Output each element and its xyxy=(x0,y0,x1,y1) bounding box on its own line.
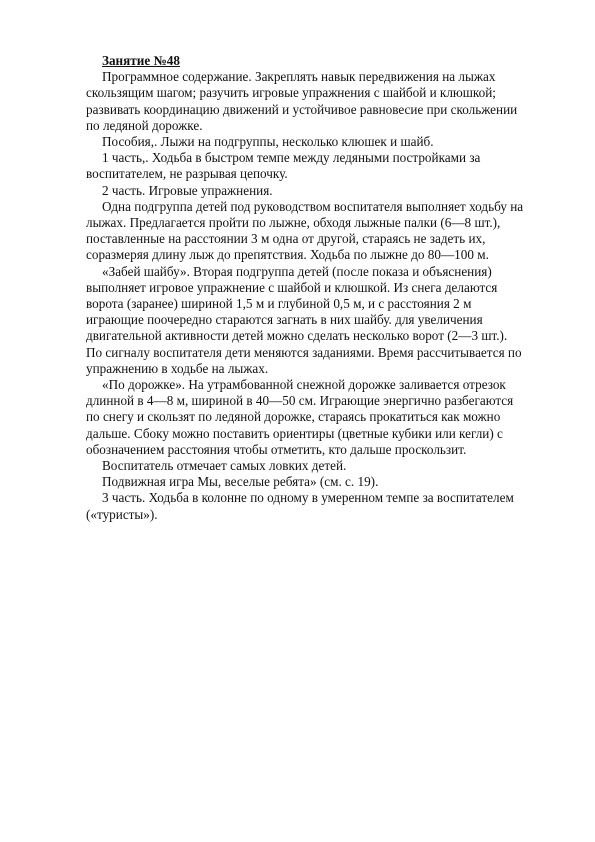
paragraph-ice-path: «По дорожке». На утрамбованной снежной дорожке заливается отрезок длинной в 4—8 м, шириной в 40—50 см. Играющие энергично разбегаются по снегу и скользят по ледяной дорожке, стараясь прокатиться как можно дальше. Сбоку можно поставить ориентиры (цветные кубики или кегли) с обозначением расстояния чтобы отметить, кто дальше проскользит. xyxy=(86,377,514,457)
paragraph-ski-group: Одна подгруппа детей под руководством воспитателя выполняет ходьбу на лыжах. Предлагается пройти по лыжне, обходя лыжные палки (6—8 шт.), поставленные на расстоянии 3 м одна от другой, стараясь не задеть их, соразмеряя длину лыж до препятствия. Ходьба по лыжне до 80—100 м. xyxy=(86,198,524,263)
paragraph-outdoor-game: Подвижная игра Мы, веселые ребята» (см. с. 19). xyxy=(102,474,379,490)
paragraph-part-three: 3 часть. Ходьба в колонне по одному в умеренном темпе за воспитателем («туристы»). xyxy=(86,490,514,522)
paragraph-materials: Пособия,. Лыжи на подгруппы, несколько клюшек и шайб. xyxy=(102,134,434,150)
paragraph-score-puck: «Забей шайбу». Вторая подгруппа детей (после показа и объяснения) выполняет игровое упражнение с шайбой и клюшкой. Из снега делаются ворота (заранее) шириной 1,5 м и глубиной 0,5 м, и с расстояния 2 м играющие поочередно стараются загнать в них шайбу. для увеличения двигательной активности детей можно сделать несколько ворот (2—3 шт.). По сигналу воспитателя дети меняются заданиями. Время рассчитывается по упражнению в ходьбе на лыжах. xyxy=(86,263,522,376)
paragraph-part-one: 1 часть,. Ходьба в быстром темпе между ледяными постройками за воспитателем, не разрывая цепочку. xyxy=(86,150,481,182)
lesson-title: Занятие №48 xyxy=(102,53,180,68)
document-page xyxy=(86,53,526,523)
paragraph-program-content: Программное содержание. Закреплять навык передвижения на лыжах скользящим шагом; разучить игровые упражнения с шайбой и клюшкой; развивать координацию движений и устойчивое равновесие при скольжении по ледяной дорожке. xyxy=(86,69,518,133)
paragraph-teacher-notes: Воспитатель отмечает самых ловких детей. xyxy=(102,458,347,474)
paragraph-part-two: 2 часть. Игровые упражнения. xyxy=(102,182,273,198)
